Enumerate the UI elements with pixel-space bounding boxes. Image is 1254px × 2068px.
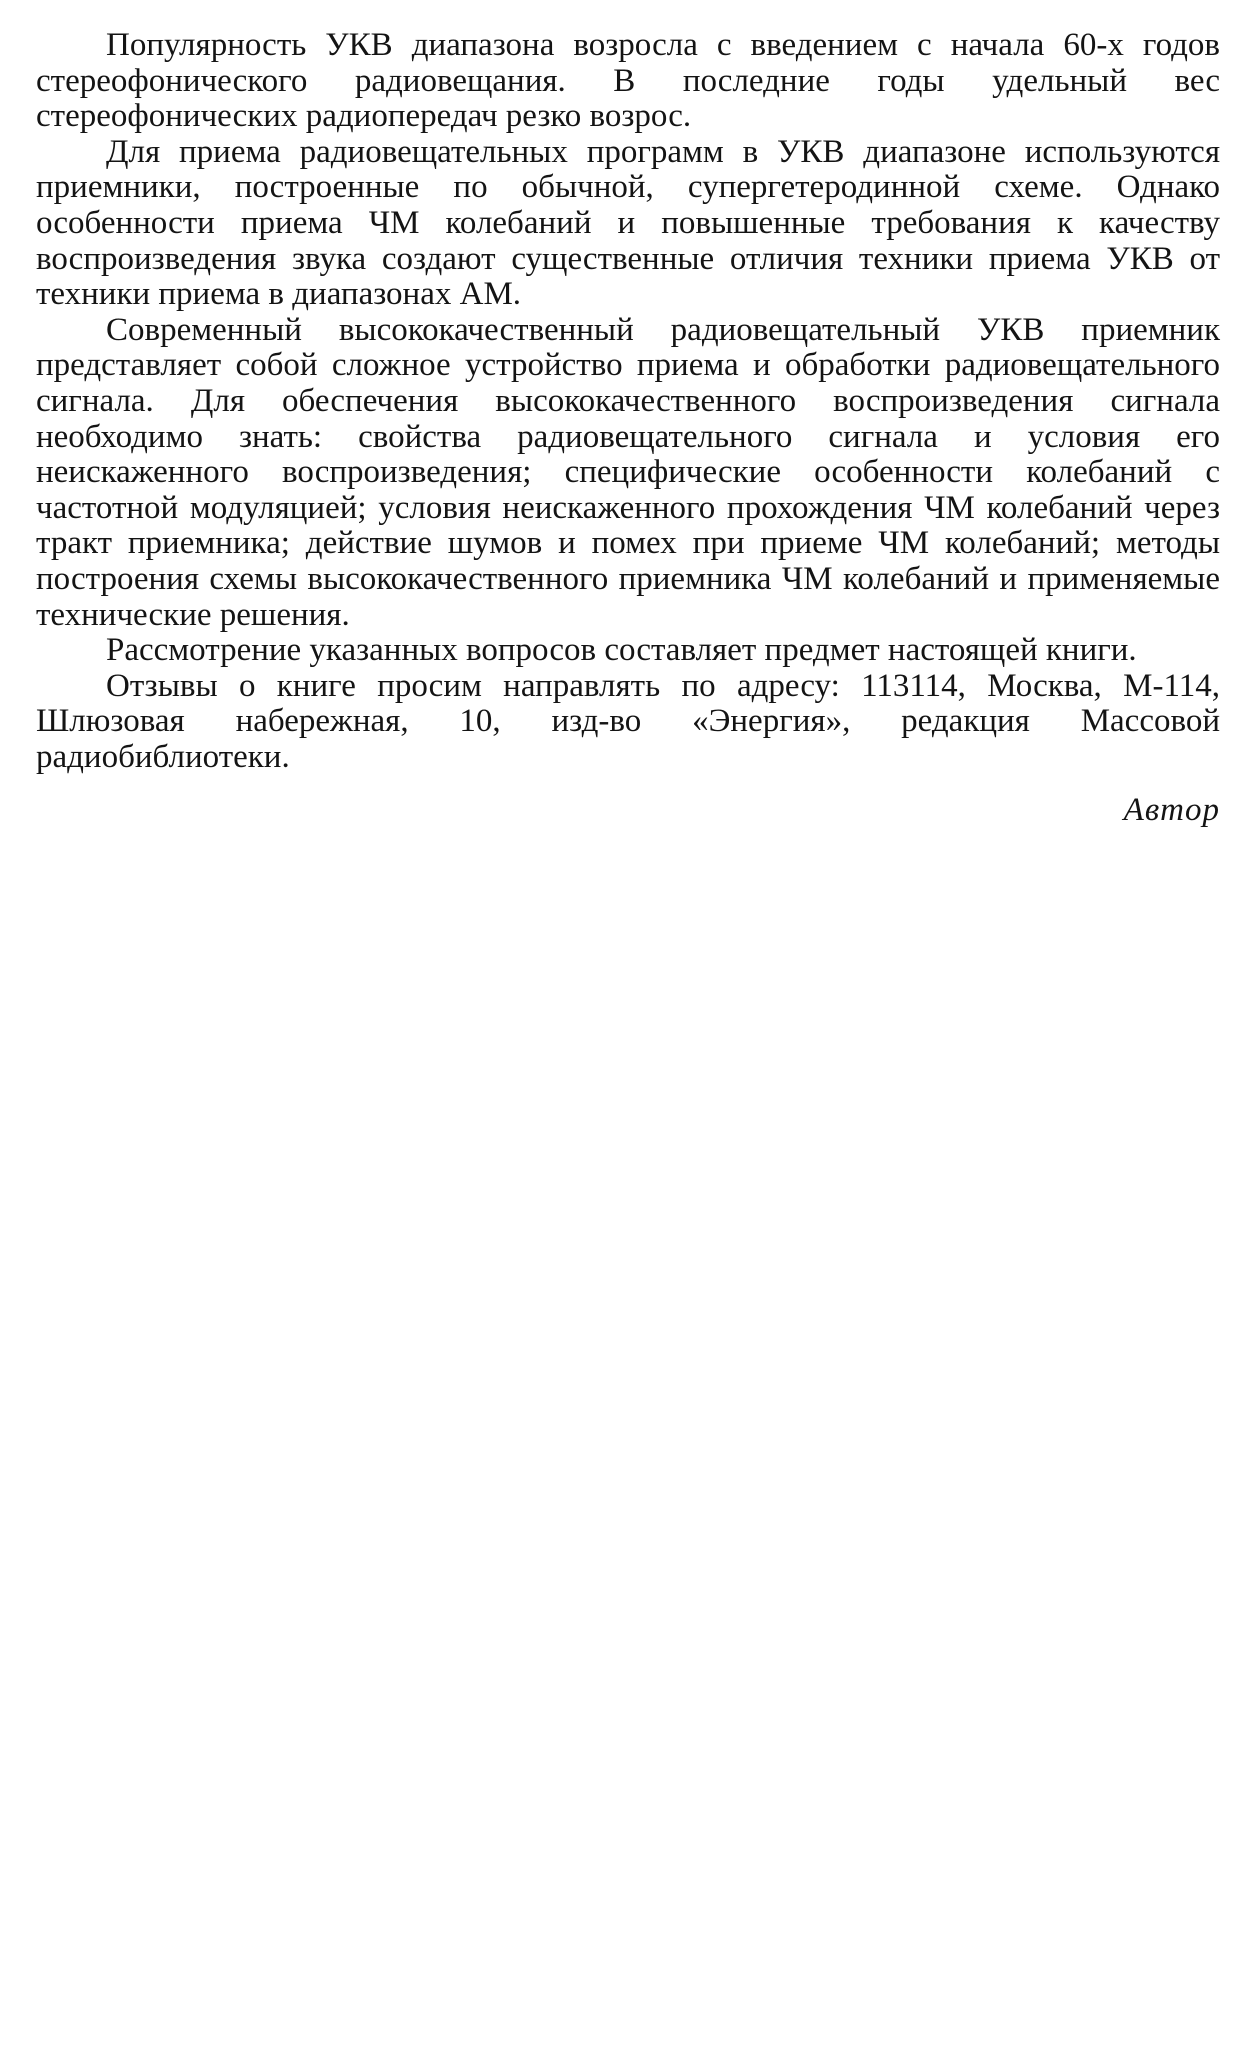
paragraph-3: Современный высококачественный радиовещательный УКВ приемник представляет собой сложное устройство приема и обработки радиовещательного сигнала. Для обеспечения высококачественного воспроизведения сигнала необходимо знать: свойства радиовещательного сигнала и условия его неискаженного воспроизведения; специфические особенности колебаний с частотной модуляцией; условия неискаженного прохождения ЧМ колебаний через тракт приемника; действие шумов и помех при приеме ЧМ колебаний; методы построения схемы высококачественного приемника ЧМ колебаний и применяемые технические решения. xyxy=(36,311,1220,633)
preface-page xyxy=(36,28,1220,829)
paragraph-2: Для приема радиовещательных программ в УКВ диапазоне используются приемники, построенные по обычной, супергетеродинной схеме. Однако особенности приема ЧМ колебаний и повышенные требования к качеству воспроизведения звука создают существенные отличия техники приема УКВ от техники приема в диапазонах АМ. xyxy=(36,133,1220,313)
paragraph-4: Рассмотрение указанных вопросов составляет предмет настоящей книги. xyxy=(106,632,1137,669)
paragraph-5: Отзывы о книге просим направлять по адресу: 113114, Москва, М-114, Шлюзовая набережная, 10, изд-во «Энергия», редакция Массовой радиобиблиотеки. xyxy=(36,667,1220,775)
author-signature: Автор xyxy=(1123,792,1220,829)
paragraph-1: Популярность УКВ диапазона возросла с введением с начала 60-х годов стереофонического радиовещания. В последние годы удельный вес стереофонических радиопередач резко возрос. xyxy=(36,27,1220,135)
